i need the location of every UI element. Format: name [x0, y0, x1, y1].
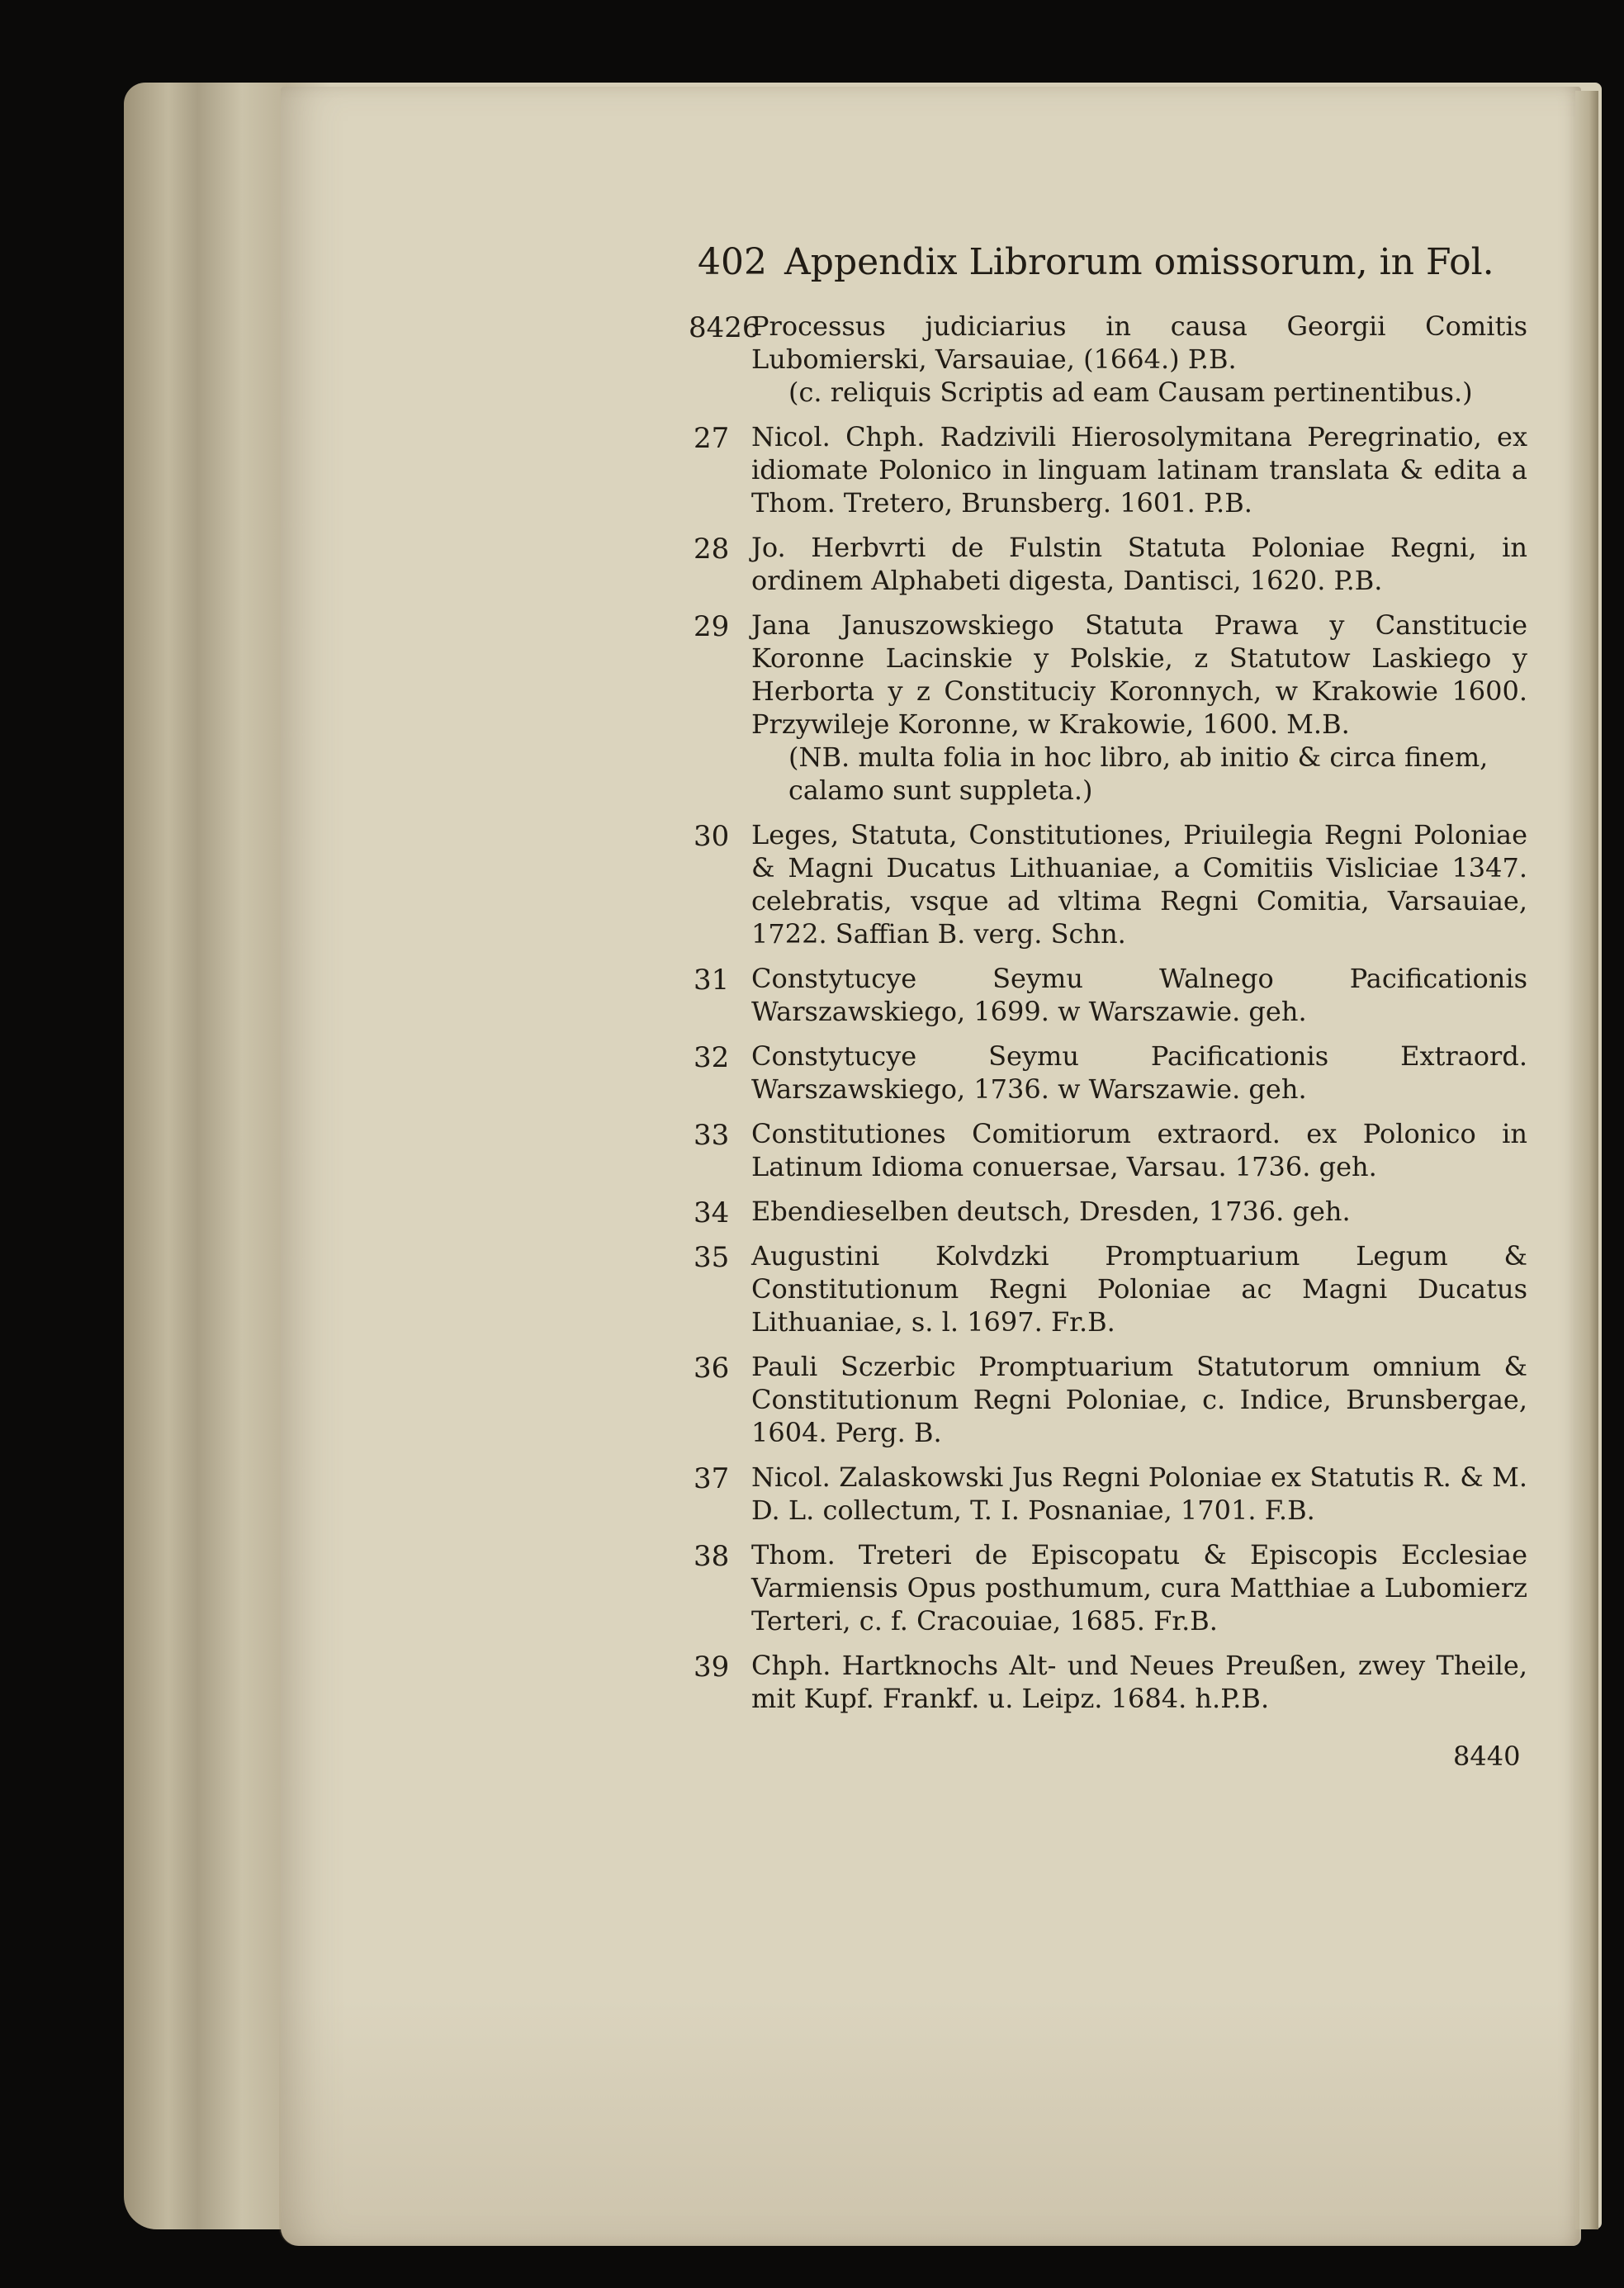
entry-number: 32 — [694, 1041, 730, 1074]
list-item — [689, 310, 1527, 409]
list-item — [694, 1117, 1527, 1183]
running-head — [698, 241, 1494, 292]
page-gutter-edge — [1575, 91, 1598, 2229]
list-item — [694, 1040, 1527, 1106]
entry-number: 37 — [694, 1462, 730, 1495]
entry-note: (c. reliquis Scriptis ad eam Causam pertinentibus.) — [788, 377, 1473, 408]
entry-text: Ebendieselben deutsch, Dresden, 1736. geh. — [751, 1196, 1351, 1227]
list-item — [694, 1239, 1527, 1338]
list-item — [694, 1649, 1527, 1715]
page-number: 402 — [698, 241, 767, 283]
entry-number: 35 — [694, 1241, 730, 1274]
entry-text: Constitutiones Comitiorum extraord. ex Polonico in Latinum Idioma conuersae, Varsau. 1736. geh. — [751, 1118, 1527, 1182]
entry-text: Pauli Sczerbic Promptuarium Statutorum omnium & Constitutionum Regni Poloniae, c. Indice, Brunsbergae, 1604. Perg. B. — [751, 1351, 1527, 1448]
entry-text: Jana Januszowskiego Statuta Prawa y Canstitucie Koronne Lacinskie y Polskie, z Statutow Laskiego y Herborta y z Constituciy Koronnych, w Krakowie 1600. Przywileje Koronne, w Krakowie, 1600. M.B. — [751, 609, 1527, 740]
list-item — [694, 818, 1527, 950]
page-title: Appendix Librorum omissorum, in Fol. — [784, 241, 1494, 283]
entry-text: Chph. Hartknochs Alt- und Neues Preußen, zwey Theile, mit Kupf. Frankf. u. Leipz. 1684. h.P.B. — [751, 1650, 1527, 1714]
entry-number: 39 — [694, 1651, 730, 1684]
entry-number: 8426 — [689, 311, 760, 344]
entry-number: 36 — [694, 1352, 730, 1385]
entry-text: Jo. Herbvrti de Fulstin Statuta Poloniae Regni, in ordinem Alphabeti digesta, Dantisci, 1620. P.B. — [751, 532, 1527, 596]
entry-text: Constytucye Seymu Pacificationis Extraord. Warszawskiego, 1736. w Warszawie. geh. — [751, 1040, 1527, 1105]
entry-list — [689, 310, 1527, 1727]
list-item — [694, 420, 1527, 519]
entry-number: 33 — [694, 1119, 730, 1152]
entry-text: Leges, Statuta, Constitutiones, Priuilegia Regni Poloniae & Magni Ducatus Lithuaniae, a Comitiis Visliciae 1347. celebratis, vsque ad vltima Regni Comitia, Varsauiae, 1722. Saffian B. verg. Schn. — [751, 819, 1527, 950]
entry-number: 31 — [694, 964, 730, 997]
entry-text: Nicol. Chph. Radzivili Hierosolymitana Peregrinatio, ex idiomate Polonico in linguam latinam translata & edita a Thom. Tretero, Brunsberg. 1601. P.B. — [751, 421, 1527, 519]
entry-text: Constytucye Seymu Walnego Pacificationis Warszawskiego, 1699. w Warszawie. geh. — [751, 963, 1527, 1027]
entry-number: 38 — [694, 1540, 730, 1573]
list-item — [694, 1195, 1527, 1228]
list-item — [694, 1350, 1527, 1449]
entry-text: Processus judiciarius in causa Georgii Comitis Lubomierski, Varsauiae, (1664.) P.B. — [751, 310, 1527, 375]
entry-text: Nicol. Zalaskowski Jus Regni Poloniae ex Statutis R. & M. D. L. collectum, T. I. Posnaniae, 1701. F.B. — [751, 1461, 1527, 1526]
entry-number: 29 — [694, 610, 730, 643]
list-item — [694, 609, 1527, 807]
entry-note: (NB. multa folia in hoc libro, ab initio & circa finem, calamo sunt suppleta.) — [788, 741, 1489, 806]
entry-text: Augustini Kolvdzki Promptuarium Legum & Constitutionum Regni Poloniae ac Magni Ducatus Lithuaniae, s. l. 1697. Fr.B. — [751, 1240, 1527, 1338]
entry-number: 28 — [694, 533, 730, 566]
entry-number: 30 — [694, 820, 730, 853]
entry-text: Thom. Treteri de Episcopatu & Episcopis Ecclesiae Varmiensis Opus posthumum, cura Matthiae a Lubomierz Terteri, c. f. Cracouiae, 1685. Fr.B. — [751, 1539, 1527, 1637]
list-item — [694, 531, 1527, 597]
entry-number: 27 — [694, 422, 730, 455]
list-item — [694, 1461, 1527, 1527]
list-item — [694, 962, 1527, 1028]
catchword: 8440 — [1453, 1741, 1521, 1772]
list-item — [694, 1538, 1527, 1637]
page-shadow — [279, 1998, 1579, 2246]
entry-number: 34 — [694, 1196, 730, 1229]
